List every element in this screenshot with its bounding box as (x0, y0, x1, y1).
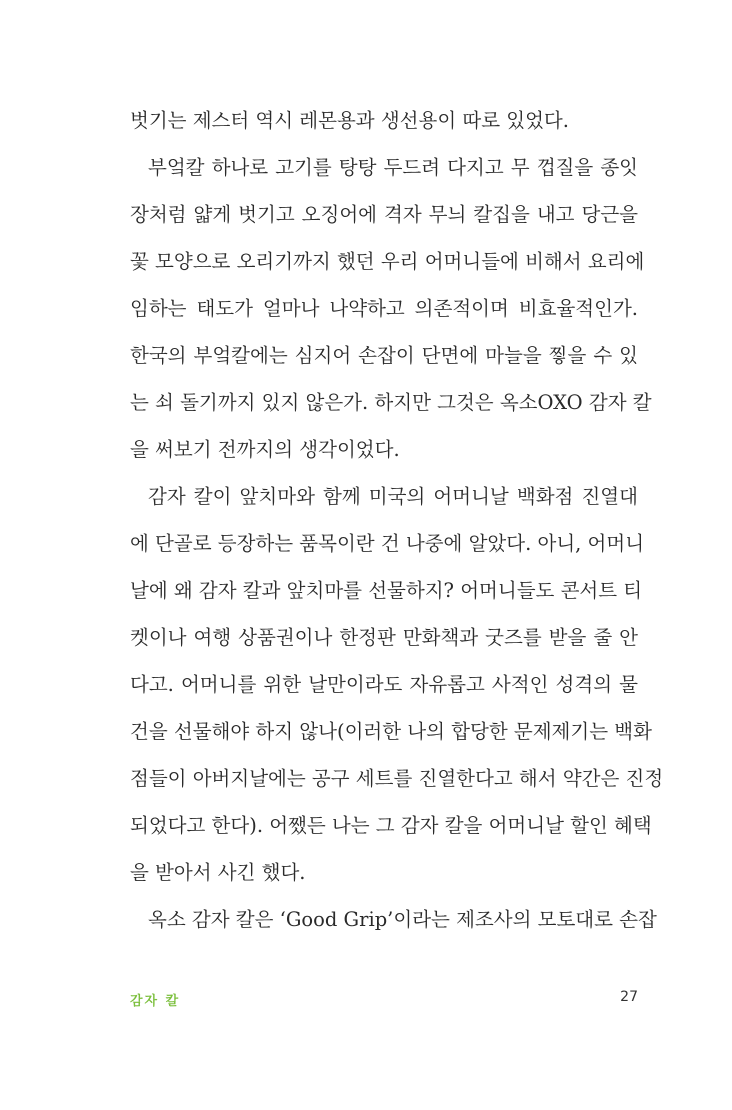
text-line: 임하는 태도가 얼마나 나약하고 의존적이며 비효율적인가. (130, 297, 638, 320)
body-text (130, 97, 664, 943)
running-footer-title: 감자 칼 (130, 994, 181, 1009)
text-line: 을 받아서 사긴 했다. (130, 861, 306, 884)
page-number: 27 (620, 989, 638, 1005)
text-line: 을 써보기 전까지의 생각이었다. (130, 438, 400, 461)
text-line: 벗기는 제스터 역시 레몬용과 생선용이 따로 있었다. (130, 109, 569, 132)
text-line: 한국의 부엌칼에는 심지어 손잡이 단면에 마늘을 찧을 수 있 (130, 344, 638, 367)
text-line: 에 단골로 등장하는 품목이란 건 나중에 알았다. 아니, 어머니 (130, 532, 645, 555)
text-line: 감자 칼이 앞치마와 함께 미국의 어머니날 백화점 진열대 (148, 485, 638, 508)
text-line: 부엌칼 하나로 고기를 탕탕 두드려 다지고 무 껍질을 종잇 (148, 156, 638, 179)
text-line: 옥소 감자 칼은 ‘Good Grip’이라는 제조사의 모토대로 손잡 (148, 908, 657, 931)
text-line: 건을 선물해야 하지 않나(이러한 나의 합당한 문제제기는 백화 (130, 720, 652, 743)
text-line: 되었다고 한다). 어쨌든 나는 그 감자 칼을 어머니날 할인 혜택 (130, 814, 652, 837)
text-line: 날에 왜 감자 칼과 앞치마를 선물하지? 어머니들도 콘서트 티 (130, 579, 643, 602)
text-line: 점들이 아버지날에는 공구 세트를 진열한다고 해서 약간은 진정 (130, 767, 664, 790)
text-line: 다고. 어머니를 위한 날만이라도 자유롭고 사적인 성격의 물 (130, 673, 638, 696)
text-line: 켓이나 여행 상품권이나 한정판 만화책과 굿즈를 받을 줄 안 (130, 626, 638, 649)
text-line: 장처럼 얇게 벗기고 오징어에 격자 무늬 칼집을 내고 당근을 (130, 203, 638, 226)
text-line: 는 쇠 돌기까지 있지 않은가. 하지만 그것은 옥소OXO 감자 칼 (130, 391, 652, 414)
text-line: 꽃 모양으로 오리기까지 했던 우리 어머니들에 비해서 요리에 (130, 250, 645, 273)
